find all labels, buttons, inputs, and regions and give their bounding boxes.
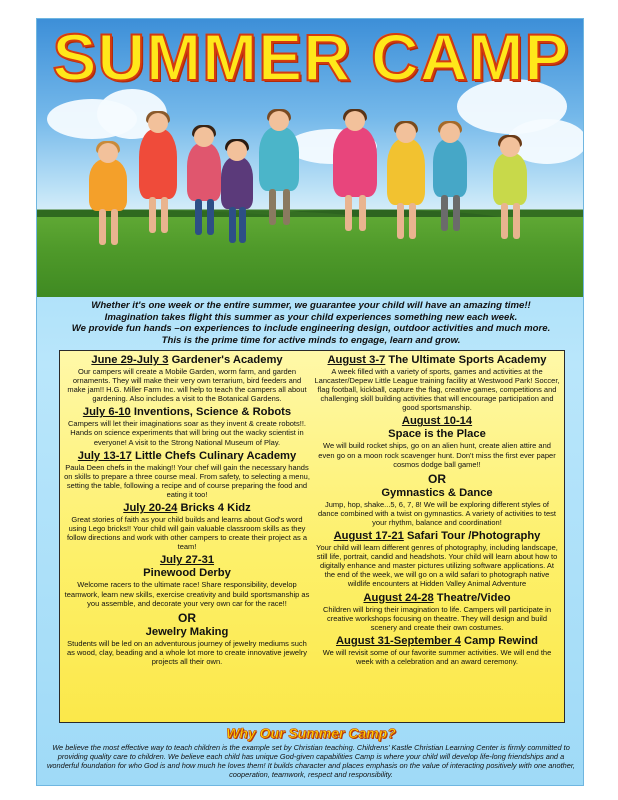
intro-text	[43, 300, 579, 346]
camp-week	[64, 354, 310, 403]
week-name: The Ultimate Sports Academy	[388, 354, 547, 366]
intro-line: This is the prime time for active minds to engage, learn and grow.	[161, 334, 461, 346]
week-name: Pinewood Derby	[143, 567, 231, 580]
or-separator: OR	[178, 610, 196, 625]
hero-photo	[37, 19, 584, 297]
or-separator: OR	[428, 471, 446, 486]
camp-week-alternative	[64, 611, 310, 666]
schedule-left-column	[64, 354, 310, 669]
page-title: SUMMER CAMP	[52, 20, 570, 94]
week-description: Welcome racers to the ultimate race! Share responsibility, develop teamwork, learn new skills, exercise creativity and build sportsmanship as you assemble, and decorate your very own car for the race!!	[64, 580, 310, 608]
camp-week	[64, 406, 310, 446]
week-date: July 27-31	[159, 554, 215, 567]
week-description: Students will be led on an adventurous journey of jewelry mediums such as wood, clay, beading and a whole lot more to create innovative jewelry projects all their own.	[67, 638, 307, 666]
week-name: Gardener's Academy	[171, 354, 283, 366]
week-date: August 3-7	[327, 354, 386, 366]
camp-schedule	[59, 350, 565, 723]
week-description: We will build rocket ships, go on an alien hunt, create alien attire and even go on a moon rock scavenger hunt. Don't miss the first ever paper cosmos dodge ball game!!	[318, 441, 556, 469]
philosophy-text: We believe the most effective way to teach children is the example set by Christian teaching. Childrens' Kastle Christian Learning Center is firmly committed to providing quality care to children. We believe each child has unique God-given capabilities Camp is where your child will develop life-long friendships and a wonderful foundation for who God is and how much he loves them! It builds character and places emphasis on the value of interacting positively with one another, cooperation, teamwork, respect and responsibility.	[47, 743, 575, 779]
week-description: We will revisit some of our favorite summer activities. We will end the week with a celebration and an award ceremony.	[322, 647, 552, 666]
camp-week	[314, 354, 560, 412]
camp-week	[314, 530, 560, 588]
camp-week	[64, 502, 310, 551]
camp-week	[314, 635, 560, 666]
week-date: July 20-24	[123, 502, 178, 515]
week-description: Our campers will create a Mobile Garden, worm farm, and garden ornaments. They will make their very own terrarium, bird feeders and make jam!! H.G. Miller Farm Inc. will help to teach the campers all about gardening. Also includes a visit to the Botanical Gardens.	[67, 367, 307, 404]
intro-line: We provide fun hands –on experiences to include engineering design, outdoor activities and much more.	[71, 323, 551, 335]
week-date: July 6-10	[82, 406, 131, 419]
week-date: July 13-17	[77, 449, 132, 462]
intro-line: Whether it's one week or the entire summer, we guarantee your child will have an amazing time!!	[91, 300, 531, 311]
week-date: August 17-21	[333, 530, 404, 543]
week-name: Bricks 4 Kidz	[180, 502, 251, 515]
week-description: Jump, hop, shake...5, 6, 7, 8! We will be exploring different styles of dance combined with a twist on gymnastics. A variety of activities to test your rhythm, balance and coordination!	[317, 499, 557, 527]
week-description: Paula Deen chefs in the making!! Your chef will gain the necessary hands on skills to prepare a three course meal. From safety, to selecting a menu, setting the table, following a recipe and of course preparing the food and eating it too!	[64, 462, 310, 499]
flyer-page	[36, 18, 584, 786]
week-description: Great stories of faith as your child builds and learns about God's word using Lego bricks!! Your child will gain valuable classroom skills as they follow directions and work with other campers to create their project as a team!	[66, 515, 308, 552]
week-date: August 10-14	[401, 415, 473, 428]
week-date: August 24-28	[363, 591, 434, 604]
week-name: Jewelry Making	[145, 625, 229, 638]
why-heading: Why Our Summer Camp?	[226, 725, 396, 741]
week-name: Camp Rewind	[464, 634, 539, 647]
week-name: Gymnastics & Dance	[381, 486, 493, 499]
week-name: Theatre/Video	[436, 591, 511, 604]
camp-week	[64, 450, 310, 499]
week-description: Campers will let their imaginations soar as they invent & create robots!!. Hands on science experiments that will bring out the wacky scientist in everyone! A visit to the Strong National Museum of Play.	[67, 419, 307, 447]
week-name: Space is the Place	[388, 428, 486, 441]
week-name: Safari Tour /Photography	[406, 530, 541, 543]
camp-week	[314, 415, 560, 468]
week-date: August 31-September 4	[335, 634, 461, 647]
week-description: Children will bring their imagination to life. Campers will participate in creative workshops focusing on theatre. They will design and build scenery and create their own costumes.	[322, 604, 551, 632]
intro-line: Imagination takes flight this summer as your child experiences something new each week.	[104, 311, 518, 323]
week-name: Little Chefs Culinary Academy	[134, 449, 297, 462]
week-description: Your child will learn different genres of photography, including landscape, still life, portrait, candid and headshots. Your child will learn about how to digitally enhance and master pictures utilizing software applications. At the end of the week, we will go on a wild safari to photograph native wildlife encounters at Hidden Valley Animal Adventure	[316, 543, 558, 589]
camp-week	[314, 592, 560, 632]
week-date: June 29-July 3	[91, 354, 169, 366]
schedule-right-column	[314, 354, 560, 669]
week-name: Inventions, Science & Robots	[133, 406, 292, 419]
week-description: A week filled with a variety of sports, games and activities at the Lancaster/Depew Little League training facility at Westwood Park! Soccer, flag football, kickball, capture the flag, creative games, competitions and challenging skill building activities that will encourage participation and good sportsmanship.	[314, 367, 560, 413]
camp-week-alternative	[314, 472, 560, 527]
camp-week	[64, 554, 310, 607]
